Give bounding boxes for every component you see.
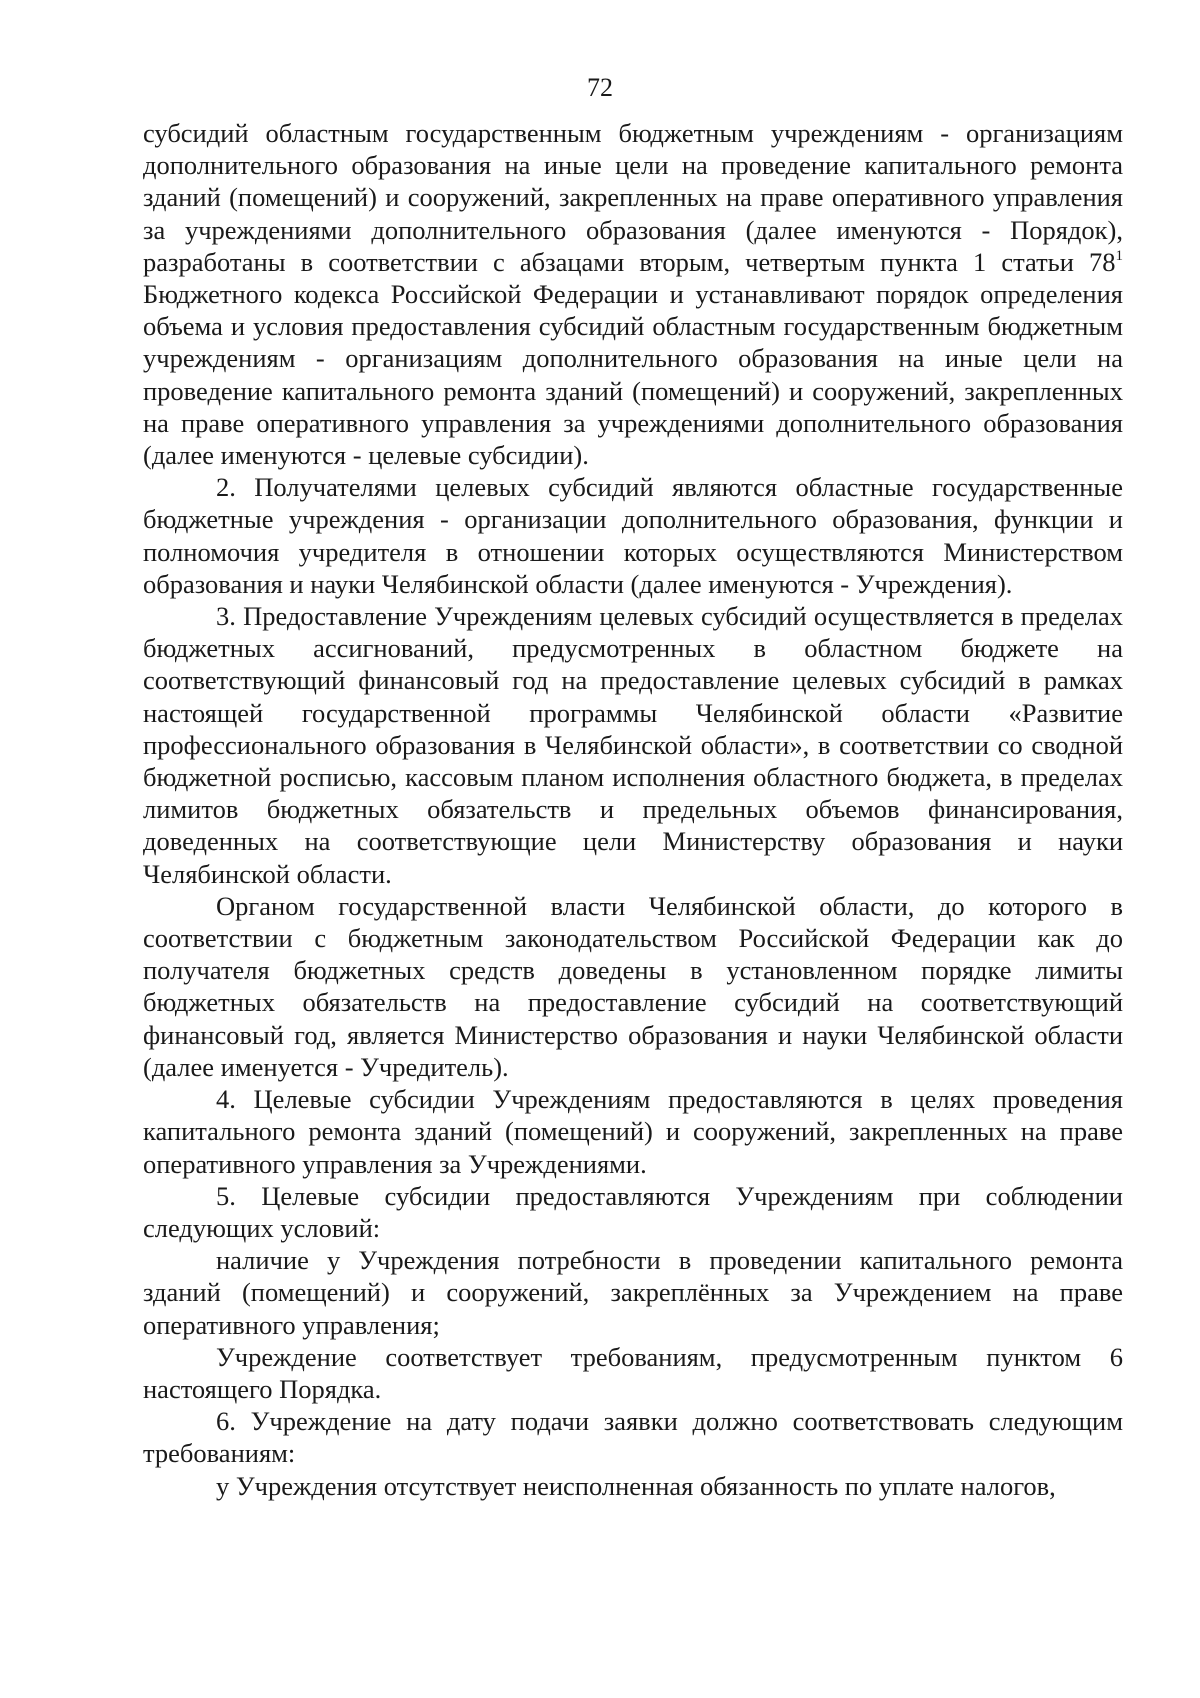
paragraph-3: 3. Предоставление Учреждениям целевых субсидий осуществляется в пределах бюджетных ассигнований, предусмотренных в областном бюджете на соответствующий финансовый год на предоставление целевых субсидий в рамках настоящей государственной программы Челябинской области «Развитие профессионального образования в Челябинской области», в соответствии со сводной бюджетной росписью, кассовым планом исполнения областного бюджета, в пределах лимитов бюджетных обязательств и предельных объемов финансирования, доведенных на соответствующие цели Министерству образования и науки Челябинской области.: [143, 601, 1123, 889]
paragraph-2: 2. Получателями целевых субсидий являются областные государственные бюджетные учреждения - организации дополнительного образования, функции и полномочия учредителя в отношении которых осуществляются Министерством образования и науки Челябинской области (далее именуются - Учреждения).: [143, 472, 1123, 599]
paragraph-10: у Учреждения отсутствует неисполненная обязанность по уплате налогов,: [216, 1470, 1056, 1501]
paragraph-1: [143, 117, 1123, 471]
paragraph-1-text-before: субсидий областным государственным бюджетным учреждениям - организациям дополнительного образования на иные цели на проведение капитального ремонта зданий (помещений) и сооружений, закрепленных на праве оперативного управления за учреждениями дополнительного образования (далее именуются - Порядок), разработаны в соответствии с абзацами вторым, четвертым пункта 1 статьи 78: [143, 118, 1123, 277]
paragraph-9: 6. Учреждение на дату подачи заявки должно соответствовать следующим требованиям:: [143, 1406, 1123, 1469]
paragraph-1-text-after: Бюджетного кодекса Российской Федерации и устанавливают порядок определения объема и условия предоставления субсидий областным государственным бюджетным учреждениям - организациям дополнительного образования на иные цели на проведение капитального ремонта зданий (помещений) и сооружений, закрепленных на праве оперативного управления за учреждениями дополнительного образования (далее именуются - целевые субсидии).: [143, 279, 1123, 471]
paragraph-8: Учреждение соответствует требованиям, предусмотренным пунктом 6 настоящего Порядка.: [143, 1341, 1123, 1404]
document-body: [143, 117, 1123, 1502]
paragraph-5: 4. Целевые субсидии Учреждениям предоставляются в целях проведения капитального ремонта зданий (помещений) и сооружений, закрепленных на праве оперативного управления за Учреждениями.: [143, 1084, 1123, 1179]
paragraph-6: 5. Целевые субсидии предоставляются Учреждениям при соблюдении следующих условий:: [143, 1180, 1123, 1243]
paragraph-7: наличие у Учреждения потребности в проведении капитального ремонта зданий (помещений) и сооружений, закреплённых за Учреждением на праве оперативного управления;: [143, 1245, 1123, 1340]
superscript-1: 1: [1115, 247, 1123, 264]
paragraph-4: Органом государственной власти Челябинской области, до которого в соответствии с бюджетным законодательством Российской Федерации как до получателя бюджетных средств доведены в установленном порядке лимиты бюджетных обязательств на предоставление субсидий на соответствующий финансовый год, является Министерство образования и науки Челябинской области (далее именуется - Учредитель).: [143, 890, 1123, 1082]
page-number: 72: [587, 73, 613, 102]
